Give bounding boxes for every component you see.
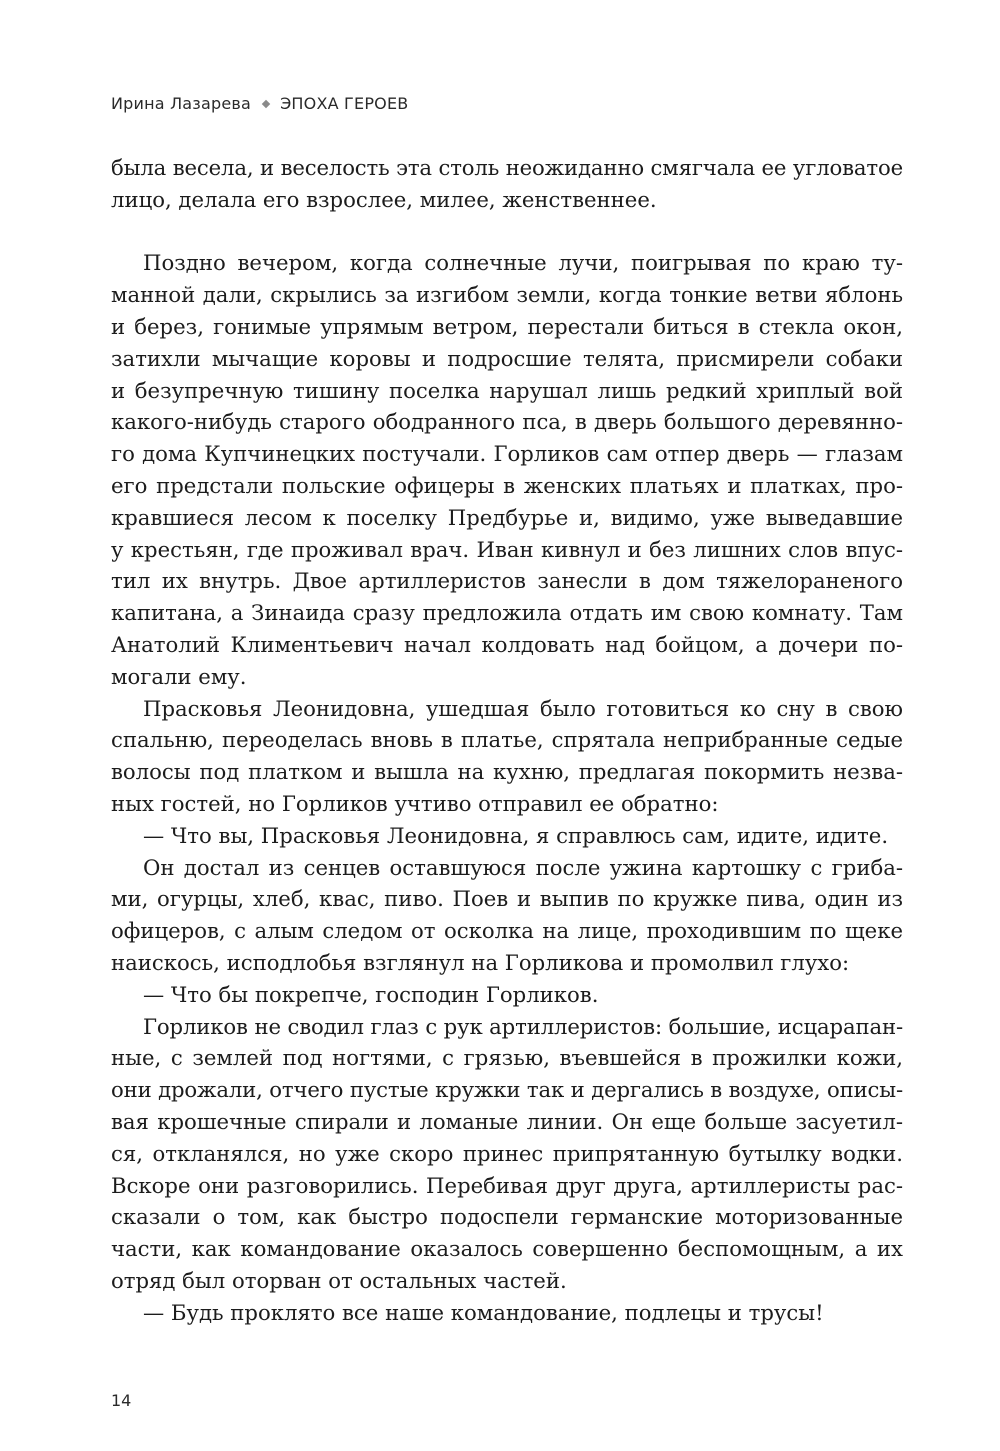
text-line: его предстали польские офицеры в женских платьях и платках, про- bbox=[111, 472, 903, 498]
text-line: сказали о том, как быстро подоспели германские моторизованные bbox=[111, 1204, 903, 1230]
text-line: манной дали, скрылись за изгибом земли, когда тонкие ветви яблонь bbox=[111, 282, 903, 308]
book-title: ЭПОХА ГЕРОЕВ bbox=[280, 94, 409, 113]
text-line: лицо, делала его взрослее, милее, женственнее. bbox=[111, 186, 657, 212]
text-line: Анатолий Климентьевич начал колдовать над бойцом, а дочери по- bbox=[111, 631, 903, 657]
section-break bbox=[111, 216, 903, 248]
text-line: могали ему. bbox=[111, 663, 247, 689]
text-line: и безупречную тишину поселка нарушал лишь редкий хриплый вой bbox=[111, 377, 903, 403]
text-line: ных гостей, но Горликов учтиво отправил ее обратно: bbox=[111, 790, 719, 816]
text-line: затихли мычащие коровы и подросшие телята, присмирели собаки bbox=[111, 345, 903, 371]
text-line: — Что бы покрепче, господин Горликов. bbox=[143, 981, 599, 1007]
text-line: вая крошечные спирали и ломаные линии. Он еще больше засуетил- bbox=[111, 1108, 903, 1134]
author-name: Ирина Лазарева bbox=[111, 94, 252, 113]
text-line: кравшиеся лесом к поселку Предбурье и, видимо, уже выведавшие bbox=[111, 504, 903, 530]
text-line: была весела, и веселость эта столь неожиданно смягчала ее угловатое bbox=[111, 155, 903, 180]
diamond-separator-icon bbox=[262, 99, 270, 107]
text-line: они дрожали, отчего пустые кружки так и дергались в воздухе, описы- bbox=[111, 1077, 903, 1103]
text-line: волосы под платком и вышла на кухню, предлагая покормить незва- bbox=[111, 759, 903, 785]
text-line: Прасковья Леонидовна, ушедшая было готовиться ко сну в свою bbox=[143, 695, 903, 721]
text-line: Поздно вечером, когда солнечные лучи, поигрывая по краю ту- bbox=[143, 250, 903, 276]
text-line: ные, с землей под ногтями, с грязью, въевшейся в прожилки кожи, bbox=[111, 1045, 903, 1071]
text-line: отряд был оторван от остальных частей. bbox=[111, 1267, 567, 1293]
text-line: офицеров, с алым следом от осколка на лице, проходившим по щеке bbox=[111, 918, 903, 944]
text-line: — Будь проклято все наше командование, подлецы и трусы! bbox=[143, 1299, 824, 1325]
text-line: капитана, а Зинаида сразу предложила отдать им свою комнату. Там bbox=[111, 600, 903, 626]
text-line: у крестьян, где проживал врач. Иван кивнул и без лишних слов впус- bbox=[111, 536, 903, 562]
text-line: наискось, исподлобья взглянул на Горликова и промолвил глухо: bbox=[111, 949, 850, 975]
text-line: Вскоре они разговорились. Перебивая друг друга, артиллеристы рас- bbox=[111, 1172, 903, 1198]
text-line: тил их внутрь. Двое артиллеристов занесли в дом тяжелораненого bbox=[111, 568, 903, 594]
page-number: 14 bbox=[111, 1391, 132, 1410]
text-line: ми, огурцы, хлеб, квас, пиво. Поев и выпив по кружке пива, один из bbox=[111, 886, 903, 912]
text-line: Он достал из сенцев оставшуюся после ужина картошку с гриба- bbox=[143, 854, 903, 880]
text-line: ся, откланялся, но уже скоро принес припрятанную бутылку водки. bbox=[111, 1140, 903, 1166]
text-line: спальню, переоделась вновь в платье, спрятала неприбранные седые bbox=[111, 727, 903, 753]
body-text bbox=[111, 152, 903, 1328]
text-line: го дома Купчинецких постучали. Горликов сам отпер дверь — глазам bbox=[111, 441, 903, 467]
text-line: части, как командование оказалось совершенно беспомощным, а их bbox=[111, 1236, 903, 1262]
text-line: Горликов не сводил глаз с рук артиллеристов: большие, исцарапан- bbox=[143, 1013, 903, 1039]
text-line: и берез, гонимые упрямым ветром, перестали биться в стекла окон, bbox=[111, 313, 903, 339]
running-head bbox=[111, 94, 408, 113]
text-line: — Что вы, Прасковья Леонидовна, я справлюсь сам, идите, идите. bbox=[143, 822, 889, 848]
text-line: какого-нибудь старого ободранного пса, в дверь большого деревянно- bbox=[111, 409, 903, 435]
